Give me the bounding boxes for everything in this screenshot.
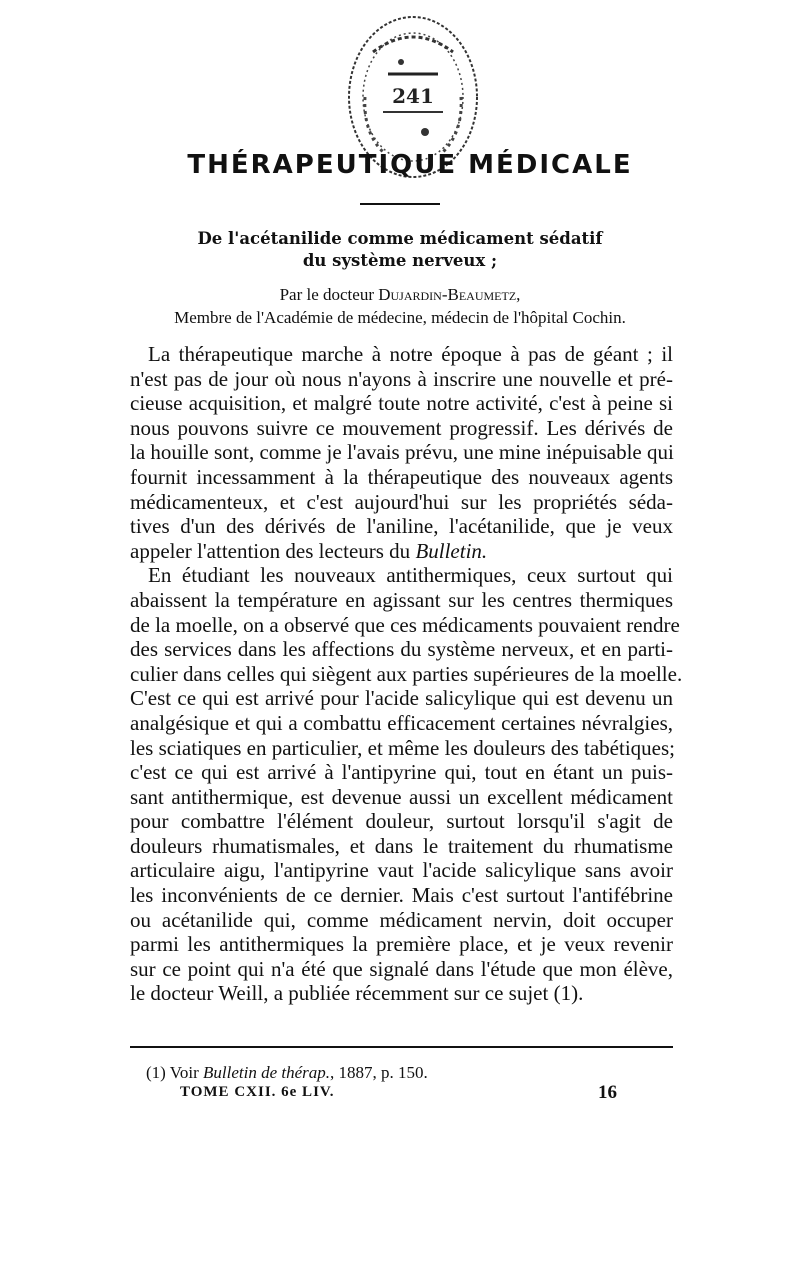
body-line: tives d'un des dérivés de l'aniline, l'acétanilide, que je veux <box>130 514 673 539</box>
body-line-text: appeler l'attention des lecteurs du <box>130 538 416 563</box>
body-line: le docteur Weill, a publiée récemment sur ce sujet (1). <box>130 981 584 1006</box>
footnote-journal: Bulletin de thérap. <box>203 1063 331 1082</box>
tome-signature: TOME CXII. 6e LIV. <box>180 1084 335 1100</box>
footnote-rest: , 1887, p. 150. <box>330 1063 428 1082</box>
body-line: parmi les antithermiques la première place, et je veux revenir <box>130 932 673 957</box>
body-line: de la moelle, on a observé que ces médicaments pouvaient rendre <box>130 612 680 637</box>
footnote-marker: (1) Voir <box>146 1063 203 1082</box>
bulletin-italic: Bulletin. <box>415 538 488 563</box>
body-line: des services dans les affections du système nerveux, et en parti- <box>130 637 673 662</box>
body-line <box>130 539 673 564</box>
article-title-line-1: De l'acétanilide comme médicament sédatif <box>197 229 603 248</box>
footnote-rule <box>130 1046 673 1048</box>
page-number: 16 <box>598 1082 617 1103</box>
byline-affiliation: Membre de l'Académie de médecine, médecin de l'hôpital Cochin. <box>174 308 626 327</box>
article-title <box>130 228 670 272</box>
body-line: nous pouvons suivre ce mouvement progressif. Les dérivés de <box>130 415 673 440</box>
body-line: sant antithermique, est devenue aussi un excellent médicament <box>130 784 673 809</box>
article-title-line-2: du système nerveux ; <box>302 251 498 270</box>
body-line: les sciatiques en particulier, et même les douleurs des tabétiques; <box>130 735 675 760</box>
body-line: douleurs rhumatismales, et dans le traitement du rhumatisme <box>130 833 673 858</box>
body-line: sur ce point qui n'a été que signalé dans l'étude que mon élève, <box>130 956 673 981</box>
body-line: La thérapeutique marche à notre époque à pas de géant ; il <box>148 342 673 366</box>
body-line: la houille sont, comme je l'avais prévu, une mine inépuisable qui <box>130 440 674 465</box>
body-line: pour combattre l'élément douleur, surtout lorsqu'il s'agit de <box>130 809 673 834</box>
body-line: médicamenteux, et c'est aujourd'hui sur les propriétés séda- <box>130 489 673 514</box>
title-rule <box>360 203 440 205</box>
section-title: THÉRAPEUTIQUE MÉDICALE <box>187 150 633 180</box>
body-line: c'est ce qui est arrivé à l'antipyrine qui, tout en étant un puis- <box>130 760 673 785</box>
body-line: fournit incessamment à la thérapeutique des nouveaux agents <box>130 464 673 489</box>
footnote <box>146 1062 686 1084</box>
byline <box>110 283 690 329</box>
stamp-number: 241 <box>392 84 434 108</box>
body-line: n'est pas de jour où nous n'ayons à inscrire une nouvelle et pré- <box>130 366 673 391</box>
article-body <box>130 342 683 1006</box>
byline-author: Dujardin-Beaumetz, <box>378 285 521 304</box>
body-line: abaissent la température en agissant sur les centres thermiques <box>130 587 673 612</box>
body-line: articulaire aigu, l'antipyrine vaut l'acide salicylique sans avoir <box>130 858 673 883</box>
body-line: ou acétanilide qui, comme médicament nervin, doit occuper <box>130 907 673 932</box>
byline-prefix: Par le docteur <box>279 285 379 304</box>
body-line: les inconvénients de ce dernier. Mais c'est surtout l'antifébrine <box>130 883 673 908</box>
body-line: En étudiant les nouveaux antithermiques, ceux surtout qui <box>148 563 673 588</box>
body-line: culier dans celles qui siègent aux parties supérieures de la moelle. <box>130 661 683 686</box>
byline-author-line <box>110 283 690 306</box>
body-line: analgésique et qui a combattu efficacement certaines névralgies, <box>130 710 673 735</box>
body-line: C'est ce qui est arrivé pour l'acide salicylique qui est devenu un <box>130 686 673 711</box>
body-line: cieuse acquisition, et malgré toute notre activité, c'est à peine si <box>130 391 673 416</box>
